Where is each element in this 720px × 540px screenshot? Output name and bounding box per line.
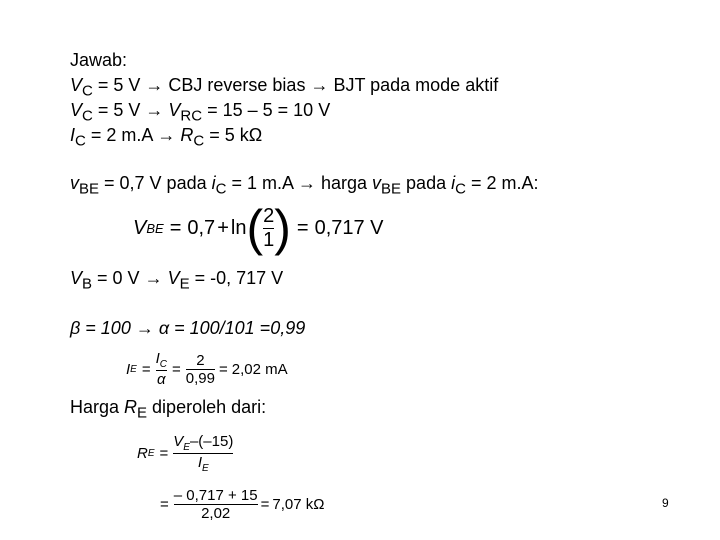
line-harga-re: Harga $R_E$ diperoleh dari: bbox=[70, 397, 267, 422]
fraction-numeric-re: $\frac{- 0,717 + 15}{2,02}$ bbox=[173, 486, 258, 522]
jawab-label: Jawab: bbox=[70, 50, 128, 70]
fraction-ve-minus-neg15-over-ie: $\frac{V_E-(-15)}{I_E}$ bbox=[173, 432, 234, 474]
line-rc: $I_C = 2$ $m.A \to R_C = 5$ kΩ bbox=[70, 125, 263, 150]
line-vc-cbj: $V_C = 5$ V → CBJ reverse bias → BJT pada mode aktif bbox=[70, 75, 499, 100]
fraction-2-over-1: $\frac{2}{1}$ bbox=[263, 204, 275, 251]
equation-vbe: V BE = 0,7 + ln ( $\frac{2}{1}$ ) = 0,717 V bbox=[133, 200, 384, 256]
line-vb-ve: $V_B = 0$ $V \to V_E = -0$, 717 V bbox=[70, 268, 284, 293]
line-vbe: $v_{BE} = 0,7$ V pada $i_C = 1$ m.A → harga $v_{BE}$ pada $i_C = 2$ m.A: bbox=[70, 173, 539, 198]
fraction-ic-over-alpha: $\frac{I_C}{\alpha}$ bbox=[155, 350, 168, 388]
line-beta-alpha: β = 100 → α = 100/101 =0,99 bbox=[70, 318, 306, 338]
equation-ie: I E = $\frac{I_C}{\alpha}$ = $\frac{2}{0,99}$ = 2,02 mA bbox=[126, 350, 288, 388]
equation-re-result: = $\frac{- 0,717 + 15}{2,02}$ = 7,07 kΩ bbox=[160, 486, 325, 522]
fraction-2-over-099: $\frac{2}{0,99}$ bbox=[185, 351, 215, 387]
page-number: 9 bbox=[662, 496, 669, 510]
left-paren: ( bbox=[246, 200, 264, 256]
right-paren: ) bbox=[274, 200, 291, 256]
equation-re: R E = $\frac{V_E-(-15)}{I_E}$ bbox=[137, 432, 234, 474]
line-vrc: $V_C = 5$ $V \to V_{RC} = 15 - 5 = 10$ V bbox=[70, 100, 331, 125]
